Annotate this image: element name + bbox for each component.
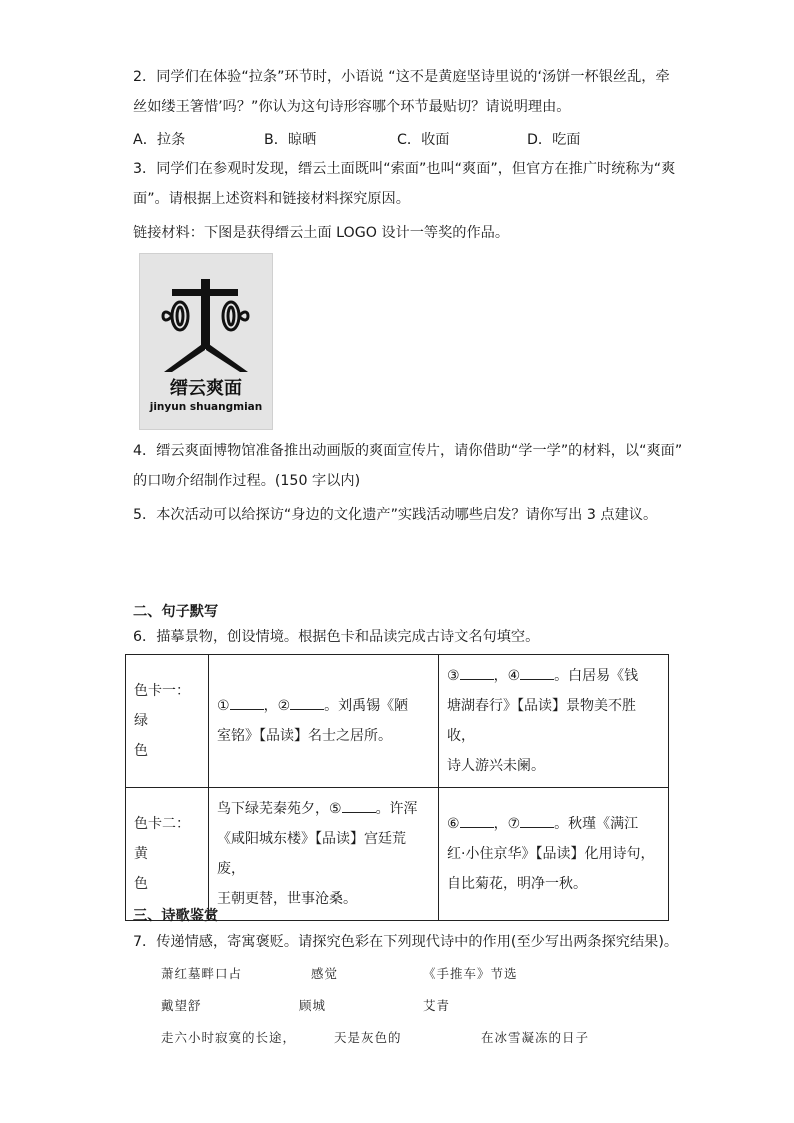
option-d: D．吃面 [527,132,581,148]
option-b: B．晾晒 [264,132,317,148]
blank-6-marker: ⑥ [447,816,460,832]
card-1-right-cell: ③ ，④ 。白居易《钱 塘湖春行》【品读】景物美不胜收， 诗人游兴未阑。 [439,655,669,788]
blank-1[interactable] [230,695,264,710]
table-row [126,788,669,921]
poem-2-line-1: 天是灰色的 [334,1030,402,1045]
blank-4-marker: ④ [507,668,521,684]
q6-prompt: 6．描摹景物，创设情境。根据色卡和品读完成古诗文名句填空。 [133,629,540,645]
poem-2-title: 感觉 [311,966,339,981]
blank-4[interactable] [520,665,554,680]
blank-1-marker: ① [217,698,230,714]
poem-3-author: 艾青 [423,998,451,1013]
poem-3-title: 《手推车》节选 [423,966,518,981]
blank-7[interactable] [520,813,554,828]
q4-line-2: 的口吻介绍制作过程。(150 字以内) [133,473,361,489]
q3-line-1: 3．同学们在参观时发现，缙云土面既叫“索面”也叫“爽面”，但官方在推广时统称为“爽 [133,161,676,177]
color-card-table [125,654,669,921]
blank-5[interactable] [342,798,376,813]
q7-prompt: 7．传递情感，寄寓褒贬。请探究色彩在下列现代诗中的作用(至少写出两条探究结果)。 [133,934,679,950]
blank-6[interactable] [460,813,494,828]
section-3-title: 三、诗歌鉴赏 [133,908,219,924]
logo-image [139,253,273,430]
link-material: 链接材料：下图是获得缙云土面 LOGO 设计一等奖的作品。 [133,225,510,241]
section-2-title: 二、句子默写 [133,604,219,620]
option-c: C．收面 [397,132,450,148]
card-2-left-cell: 鸟下绿芜秦苑夕，⑤ 。许浑 《咸阳城东楼》【品读】宫廷荒废， 王朝更替，世事沧桑。 [209,788,439,921]
poem-2-author: 顾城 [299,998,327,1013]
option-a: A．拉条 [133,132,186,148]
blank-7-marker: ⑦ [507,816,521,832]
poem-1-author: 戴望舒 [161,998,202,1013]
q2-line-2: 丝如缕王箸惜’吗？”你认为这句诗形容哪个环节最贴切？请说明理由。 [133,99,571,115]
blank-5-marker: ⑤ [329,801,342,817]
blank-2-marker: ② [277,698,291,714]
logo-cn-text: 缙云爽面 [170,378,242,399]
table-row [126,655,669,788]
q5-line-1: 5．本次活动可以给探访“身边的文化遗产”实践活动哪些启发？请你写出 3 点建议。 [133,507,658,523]
logo-en-text: jinyun shuangmian [149,401,263,413]
card-2-label: 色卡二：黄 色 [126,788,209,921]
shuang-logo-graphic [140,254,272,429]
q2-options [133,129,693,149]
poem-1-line-1: 走六小时寂寞的长途， [161,1030,297,1045]
card-1-label: 色卡一：绿 色 [126,655,209,788]
poem-1-title: 萧红墓畔口占 [161,966,243,981]
blank-3-marker: ③ [447,668,460,684]
q4-line-1: 4．缙云爽面博物馆准备推出动画版的爽面宣传片，请你借助“学一学”的材料，以“爽面” [133,443,683,459]
blank-3[interactable] [460,665,494,680]
blank-2[interactable] [290,695,324,710]
q3-line-2: 面”。请根据上述资料和链接材料探究原因。 [133,191,410,207]
poem-3-line-1: 在冰雪凝冻的日子 [481,1030,590,1045]
card-1-left-cell: ① ，② 。刘禹锡《陋 室铭》【品读】名士之居所。 [209,655,439,788]
q2-line-1: 2．同学们在体验“拉条”环节时，小语说 “这不是黄庭坚诗里说的‘汤饼一杯银丝乱，牵 [133,69,670,85]
card-2-right-cell: ⑥ ，⑦ 。秋瑾《满江 红·小住京华》【品读】化用诗句， 自比菊花，明净一秋。 [439,788,669,921]
